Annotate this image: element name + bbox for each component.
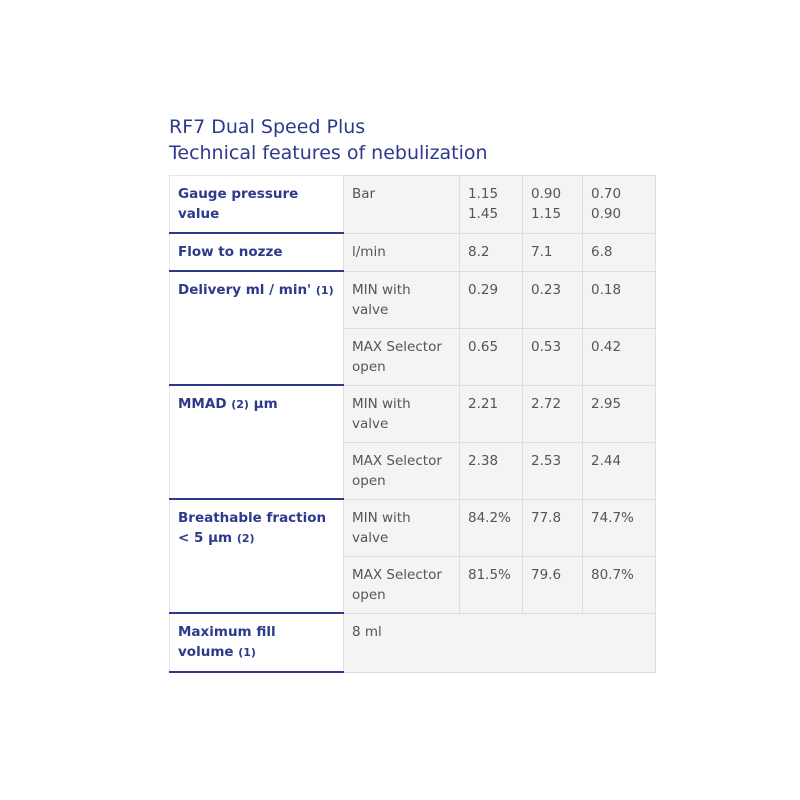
cell-value: 80.7% [583,556,656,613]
label-unit: μm [253,396,278,412]
row-label-mmad [170,385,344,499]
cell-value: 2.38 [460,442,523,499]
cell-subrow: MIN with valve [344,271,460,328]
cell-value: 2.95 [583,385,656,442]
cell-value: 6.8 [583,233,656,271]
cell-value: 2.44 [583,442,656,499]
table-row [170,499,656,556]
cell-value: 1.15 1.45 [460,176,523,234]
cell-value: 7.1 [523,233,583,271]
cell-value: 0.18 [583,271,656,328]
cell-value: 79.6 [523,556,583,613]
footnote-ref: (1) [315,284,334,297]
label-text: Breathable fraction < 5 μm [178,510,327,546]
cell-value: 74.7% [583,499,656,556]
cell-value: 84.2% [460,499,523,556]
row-label-delivery [170,271,344,385]
title-line-1: RF7 Dual Speed Plus [169,116,366,138]
label-text: MMAD [178,396,227,412]
cell-subrow: MIN with valve [344,499,460,556]
cell-value: 0.90 1.15 [523,176,583,234]
cell-subrow: MAX Selector open [344,556,460,613]
cell-unit: Bar [344,176,460,234]
table-row [170,385,656,442]
footnote-ref: (1) [238,646,256,659]
table-row [170,613,656,672]
label-text: Delivery ml / min' [178,282,312,298]
cell-value: 0.23 [523,271,583,328]
cell-value: 0.29 [460,271,523,328]
table-row [170,176,656,234]
row-label-gauge: Gauge pressure value [170,176,344,234]
cell-unit: l/min [344,233,460,271]
cell-value: 8 ml [344,613,656,672]
cell-value: 2.53 [523,442,583,499]
cell-value: 2.72 [523,385,583,442]
cell-value: 81.5% [460,556,523,613]
cell-value: 77.8 [523,499,583,556]
cell-value: 2.21 [460,385,523,442]
row-label-breathable [170,499,344,613]
cell-value: 0.70 0.90 [583,176,656,234]
cell-value: 0.53 [523,328,583,385]
cell-value: 8.2 [460,233,523,271]
row-label-flow: Flow to nozze [170,233,344,271]
cell-value: 0.42 [583,328,656,385]
page-title [169,114,655,166]
footnote-ref: (2) [236,532,255,545]
cell-value: 0.65 [460,328,523,385]
cell-subrow: MAX Selector open [344,442,460,499]
cell-subrow: MAX Selector open [344,328,460,385]
label-text: Maximum fill volume [178,624,276,660]
cell-subrow: MIN with valve [344,385,460,442]
table-row [170,271,656,328]
spec-table [169,175,656,673]
table-row [170,233,656,271]
title-line-2: Technical features of nebulization [169,142,488,164]
row-label-fill [170,613,344,672]
footnote-ref: (2) [231,398,249,411]
content [169,114,655,673]
